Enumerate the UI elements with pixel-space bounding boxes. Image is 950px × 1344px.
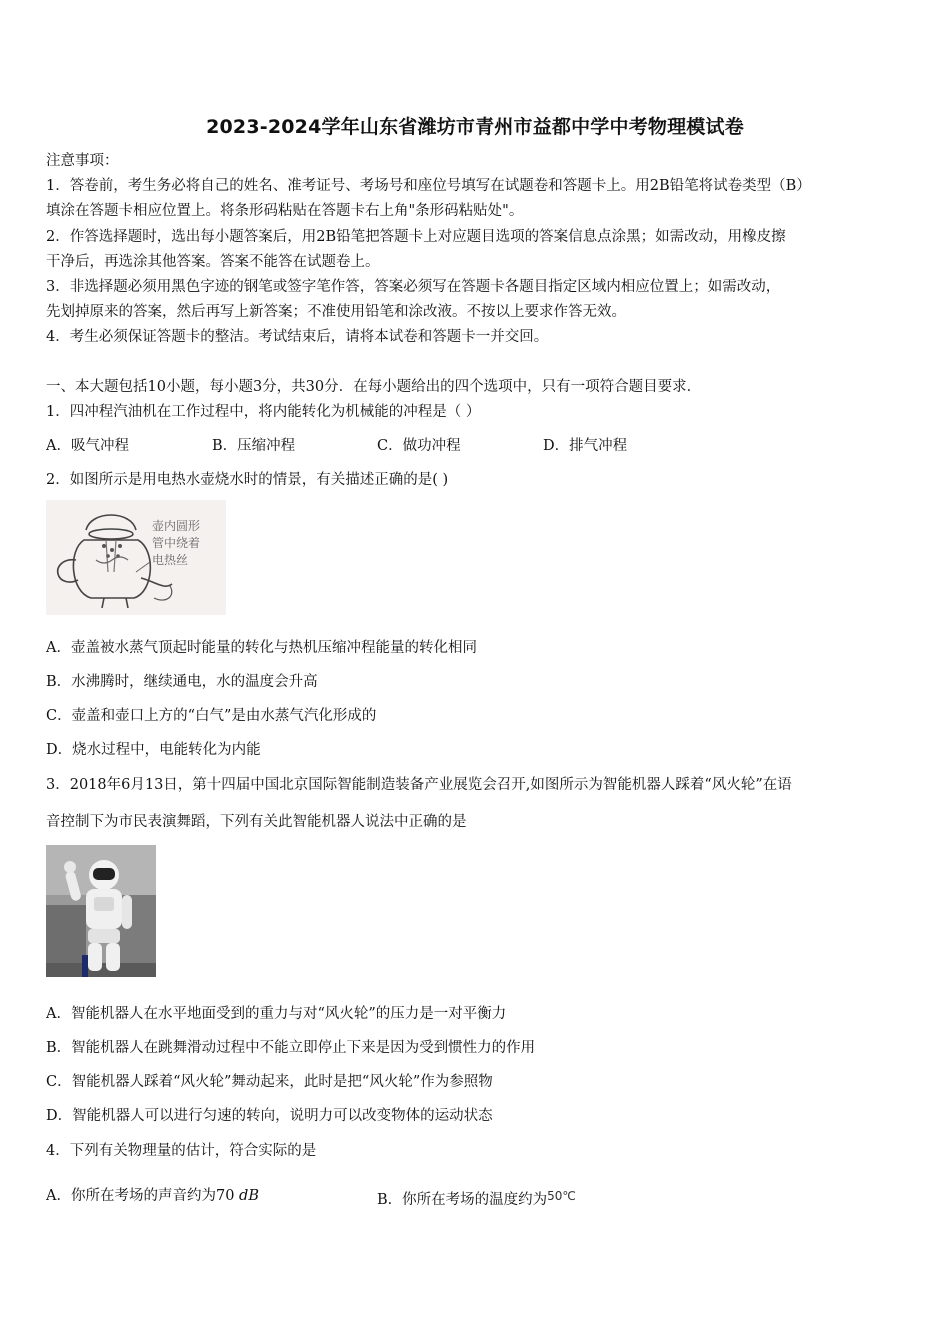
notice-line: 先划掉原来的答案，然后再写上新答案；不准使用铅笔和涂改液。不按以上要求作答无效。 [46,304,626,320]
q4-option-a [46,1187,259,1205]
q3-option-b: B．智能机器人在跳舞滑动过程中不能立即停止下来是因为受到惯性力的作用 [46,1040,536,1056]
q1-option-c: C．做功冲程 [377,438,461,454]
kettle-label-line: 管中绕着 [152,536,201,550]
question-3-stem-cont: 音控制下为市民表演舞蹈，下列有关此智能机器人说法中正确的是 [46,814,467,830]
question-3-stem: 3．2018年6月13日，第十四届中国北京国际智能制造装备产业展览会召开,如图所示为智能机器人踩着“风火轮”在语 [46,777,792,793]
kettle-label-line: 壶内圆形 [152,519,201,533]
q2-option-a: A．壶盖被水蒸气顶起时能量的转化与热机压缩冲程能量的转化相同 [46,640,477,656]
question-4-stem: 4．下列有关物理量的估计，符合实际的是 [46,1143,317,1159]
q4-option-b [377,1187,576,1209]
q3-option-a: A．智能机器人在水平地面受到的重力与对“风火轮”的压力是一对平衡力 [46,1006,507,1022]
robot-figure [46,845,156,977]
q4-option-b-text: B．你所在考场的温度约为 [377,1192,548,1208]
notice-line: 2．作答选择题时，选出每小题答案后，用2B铅笔把答题卡上对应题目选项的答案信息点涂黑；如需改动，用橡皮擦 [46,229,786,245]
q4-option-a-text: A．你所在考场的声音约为70 [46,1188,240,1204]
q1-option-d: D．排气冲程 [543,438,628,454]
q2-option-b: B．水沸腾时，继续通电，水的温度会升高 [46,674,318,690]
q4-option-a-unit: dB [239,1188,259,1204]
notice-heading: 注意事项： [46,153,119,169]
notice-line: 干净后，再选涂其他答案。答案不能答在试题卷上。 [46,254,380,270]
electric-kettle-illustration [46,500,226,615]
q4-option-b-value: 50℃ [547,1189,576,1203]
kettle-figure [46,500,226,615]
section-heading: 一、本大题包括10小题，每小题3分，共30分．在每小题给出的四个选项中，只有一项符合题目要求． [46,379,702,395]
q2-option-d: D．烧水过程中，电能转化为内能 [46,742,261,758]
kettle-label-line: 电热丝 [152,553,189,567]
notice-line: 4．考生必须保证答题卡的整洁。考试结束后，请将本试卷和答题卡一并交回。 [46,329,549,345]
notice-line: 填涂在答题卡相应位置上。将条形码粘贴在答题卡右上角"条形码粘贴处"。 [46,203,524,219]
humanoid-robot-photo [46,845,156,977]
question-2-stem: 2．如图所示是用电热水壶烧水时的情景，有关描述正确的是( ) [46,472,449,488]
notice-line: 1．答卷前，考生务必将自己的姓名、准考证号、考场号和座位号填写在试题卷和答题卡上。用2B铅笔将试卷类型（B） [46,178,811,194]
q1-option-a: A．吸气冲程 [46,438,129,454]
q3-option-d: D．智能机器人可以进行匀速的转向，说明力可以改变物体的运动状态 [46,1108,493,1124]
q2-option-c: C．壶盖和壶口上方的“白气”是由水蒸气汽化形成的 [46,708,377,724]
q3-option-c: C．智能机器人踩着“风火轮”舞动起来，此时是把“风火轮”作为参照物 [46,1074,493,1090]
q1-option-b: B．压缩冲程 [212,438,296,454]
question-1-stem: 1．四冲程汽油机在工作过程中，将内能转化为机械能的冲程是（ ） [46,404,481,420]
notice-line: 3．非选择题必须用黑色字迹的钢笔或签字笔作答，答案必须写在答题卡各题目指定区域内相应位置上；如需改动， [46,279,781,295]
page-title: 2023-2024学年山东省潍坊市青州市益都中学中考物理模试卷 [206,116,744,138]
